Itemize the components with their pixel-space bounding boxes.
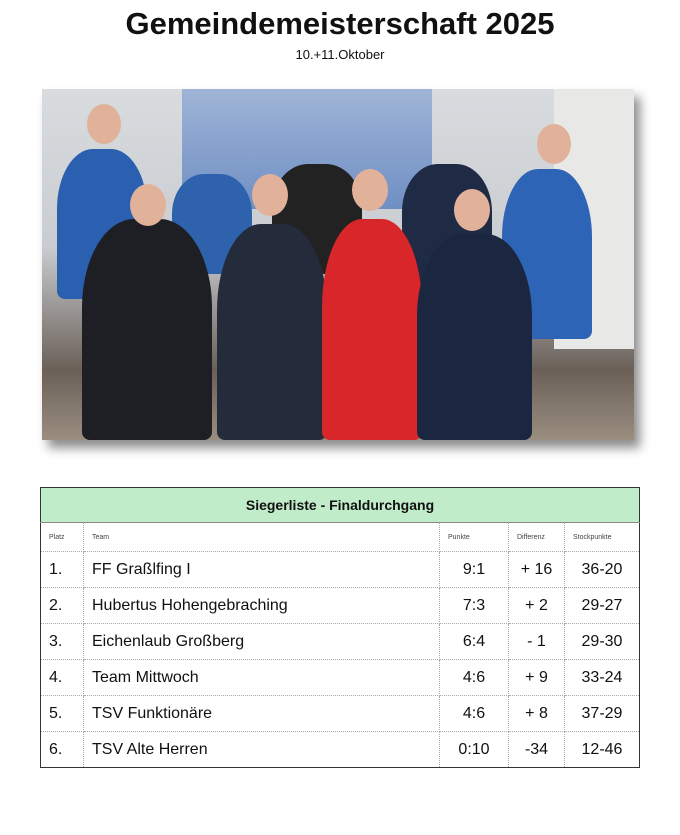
cell-platz: 3.	[41, 624, 84, 660]
cell-team: FF Graßlfing I	[84, 552, 440, 588]
cell-punkte: 6:4	[440, 624, 509, 660]
table-row	[41, 660, 640, 696]
cell-platz: 6.	[41, 732, 84, 768]
cell-platz: 2.	[41, 588, 84, 624]
table-row	[41, 588, 640, 624]
cell-stockpunkte: 29-27	[565, 588, 640, 624]
cell-platz: 1.	[41, 552, 84, 588]
table-caption: Siegerliste - Finaldurchgang	[41, 488, 640, 523]
cell-platz: 5.	[41, 696, 84, 732]
cell-punkte: 4:6	[440, 660, 509, 696]
cell-stockpunkte: 36-20	[565, 552, 640, 588]
cell-punkte: 7:3	[440, 588, 509, 624]
table-row	[41, 552, 640, 588]
cell-stockpunkte: 29-30	[565, 624, 640, 660]
results-table	[40, 487, 640, 768]
page-title: Gemeindemeisterschaft 2025	[125, 6, 555, 41]
header-platz: Platz	[41, 523, 84, 552]
cell-team: Hubertus Hohengebraching	[84, 588, 440, 624]
header-punkte: Punkte	[440, 523, 509, 552]
table-row	[41, 624, 640, 660]
cell-differenz: + 16	[509, 552, 565, 588]
table-row	[41, 732, 640, 768]
cell-team: TSV Alte Herren	[84, 732, 440, 768]
cell-platz: 4.	[41, 660, 84, 696]
cell-stockpunkte: 37-29	[565, 696, 640, 732]
header-stockpunkte: Stockpunkte	[565, 523, 640, 552]
event-date: 10.+11.Oktober	[295, 47, 385, 62]
cell-team: Eichenlaub Großberg	[84, 624, 440, 660]
header-team: Team	[84, 523, 440, 552]
cell-differenz: -34	[509, 732, 565, 768]
header-differenz: Differenz	[509, 523, 565, 552]
table-row	[41, 696, 640, 732]
cell-differenz: + 8	[509, 696, 565, 732]
cell-differenz: + 9	[509, 660, 565, 696]
cell-punkte: 9:1	[440, 552, 509, 588]
cell-differenz: - 1	[509, 624, 565, 660]
cell-team: TSV Funktionäre	[84, 696, 440, 732]
cell-stockpunkte: 12-46	[565, 732, 640, 768]
cell-team: Team Mittwoch	[84, 660, 440, 696]
cell-punkte: 4:6	[440, 696, 509, 732]
team-photo	[42, 89, 634, 440]
table-header-row	[41, 523, 640, 552]
cell-differenz: + 2	[509, 588, 565, 624]
cell-punkte: 0:10	[440, 732, 509, 768]
cell-stockpunkte: 33-24	[565, 660, 640, 696]
